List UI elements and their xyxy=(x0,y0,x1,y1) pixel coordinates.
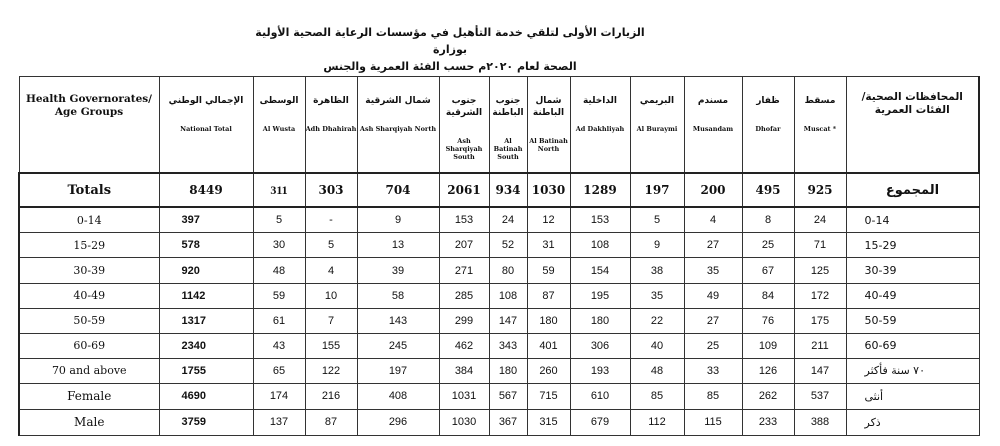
cell-muscat: 925 xyxy=(794,173,846,207)
cell-ad-dakhliyah: 193 xyxy=(570,358,630,383)
row-label-ar: 60-69 xyxy=(846,333,979,358)
table-row xyxy=(19,409,979,435)
cell-adh-dhahirah: 122 xyxy=(305,358,357,383)
cell-dhofar: 109 xyxy=(742,333,794,358)
cell-al-batinah-south: 147 xyxy=(489,308,527,333)
cell-ash-sharqiyah-north: 9 xyxy=(357,207,439,233)
cell-national-total: 2340 xyxy=(159,333,253,358)
cell-ash-sharqiyah-south: 207 xyxy=(439,233,489,258)
cell-ad-dakhliyah: 610 xyxy=(570,383,630,409)
cell-adh-dhahirah: 4 xyxy=(305,258,357,283)
cell-al-wusta: 48 xyxy=(253,258,305,283)
cell-al-buraymi: 48 xyxy=(630,358,684,383)
cell-musandam: 49 xyxy=(684,283,742,308)
cell-al-batinah-north: 715 xyxy=(527,383,570,409)
table-row xyxy=(19,383,979,409)
title-line-2: الصحة لعام ٢٠٢٠م حسب الفئة العمرية والجنس xyxy=(323,60,577,73)
cell-national-total: 1317 xyxy=(159,308,253,333)
table-row xyxy=(19,207,979,233)
cell-al-wusta: 43 xyxy=(253,333,305,358)
cell-musandam: 85 xyxy=(684,383,742,409)
cell-musandam: 27 xyxy=(684,308,742,333)
corner-ar: المحافظات الصحية/ الفئات العمرية xyxy=(846,77,979,174)
row-label-ar: 30-39 xyxy=(846,258,979,283)
row-label-en: 15-29 xyxy=(19,233,159,258)
cell-musandam: 33 xyxy=(684,358,742,383)
cell-muscat: 537 xyxy=(794,383,846,409)
cell-al-buraymi: 85 xyxy=(630,383,684,409)
cell-ash-sharqiyah-north: 408 xyxy=(357,383,439,409)
row-label-en: 60-69 xyxy=(19,333,159,358)
cell-musandam: 4 xyxy=(684,207,742,233)
cell-dhofar: 84 xyxy=(742,283,794,308)
cell-dhofar: 126 xyxy=(742,358,794,383)
row-label-ar: 50-59 xyxy=(846,308,979,333)
visits-table xyxy=(18,76,980,436)
cell-dhofar: 25 xyxy=(742,233,794,258)
cell-al-batinah-north: 87 xyxy=(527,283,570,308)
cell-adh-dhahirah: 216 xyxy=(305,383,357,409)
cell-al-batinah-south: 180 xyxy=(489,358,527,383)
row-label-ar: ذكر xyxy=(846,409,979,435)
cell-muscat: 172 xyxy=(794,283,846,308)
cell-ash-sharqiyah-north: 13 xyxy=(357,233,439,258)
col-header-musandam: مسندم Musandam xyxy=(684,77,742,174)
cell-al-buraymi: 5 xyxy=(630,207,684,233)
row-label-ar: 15-29 xyxy=(846,233,979,258)
row-label-en: 50-59 xyxy=(19,308,159,333)
cell-al-wusta: 311 xyxy=(253,173,305,207)
row-label-en: 40-49 xyxy=(19,283,159,308)
cell-national-total: 8449 xyxy=(159,173,253,207)
cell-dhofar: 262 xyxy=(742,383,794,409)
cell-al-buraymi: 22 xyxy=(630,308,684,333)
cell-ad-dakhliyah: 679 xyxy=(570,409,630,435)
document-title xyxy=(250,24,650,75)
cell-al-buraymi: 38 xyxy=(630,258,684,283)
col-header-ash-sharqiyah-south: جنوب الشرقية Ash Sharqiyah South xyxy=(439,77,489,174)
cell-al-buraymi: 40 xyxy=(630,333,684,358)
cell-al-batinah-north: 180 xyxy=(527,308,570,333)
cell-al-wusta: 5 xyxy=(253,207,305,233)
cell-al-batinah-south: 80 xyxy=(489,258,527,283)
table-row xyxy=(19,258,979,283)
cell-ash-sharqiyah-south: 271 xyxy=(439,258,489,283)
cell-ash-sharqiyah-south: 285 xyxy=(439,283,489,308)
row-label-ar: المجموع xyxy=(846,173,979,207)
row-label-ar: 40-49 xyxy=(846,283,979,308)
cell-ash-sharqiyah-south: 299 xyxy=(439,308,489,333)
cell-al-batinah-north: 401 xyxy=(527,333,570,358)
col-header-al-batinah-south: جنوب الباطنة Al Batinah South xyxy=(489,77,527,174)
cell-al-wusta: 174 xyxy=(253,383,305,409)
cell-ash-sharqiyah-south: 153 xyxy=(439,207,489,233)
cell-national-total: 1755 xyxy=(159,358,253,383)
cell-musandam: 25 xyxy=(684,333,742,358)
cell-al-wusta: 61 xyxy=(253,308,305,333)
cell-musandam: 35 xyxy=(684,258,742,283)
cell-ad-dakhliyah: 180 xyxy=(570,308,630,333)
table-row xyxy=(19,233,979,258)
row-label-en: 0-14 xyxy=(19,207,159,233)
cell-al-wusta: 59 xyxy=(253,283,305,308)
cell-al-batinah-north: 12 xyxy=(527,207,570,233)
row-label-en: Male xyxy=(19,409,159,435)
cell-musandam: 27 xyxy=(684,233,742,258)
cell-ash-sharqiyah-north: 704 xyxy=(357,173,439,207)
cell-ash-sharqiyah-south: 1031 xyxy=(439,383,489,409)
col-header-national-total: الإجمالي الوطني National Total xyxy=(159,77,253,174)
cell-muscat: 175 xyxy=(794,308,846,333)
cell-al-batinah-south: 343 xyxy=(489,333,527,358)
cell-muscat: 388 xyxy=(794,409,846,435)
cell-dhofar: 233 xyxy=(742,409,794,435)
cell-dhofar: 495 xyxy=(742,173,794,207)
cell-al-batinah-south: 108 xyxy=(489,283,527,308)
cell-al-batinah-south: 934 xyxy=(489,173,527,207)
cell-national-total: 1142 xyxy=(159,283,253,308)
cell-national-total: 920 xyxy=(159,258,253,283)
cell-al-batinah-north: 315 xyxy=(527,409,570,435)
row-label-ar: 0-14 xyxy=(846,207,979,233)
title-line-1: الزيارات الأولى لتلقي خدمة التأهيل في مؤسسات الرعاية الصحية الأولية بوزارة xyxy=(255,26,645,56)
cell-ash-sharqiyah-south: 2061 xyxy=(439,173,489,207)
cell-muscat: 147 xyxy=(794,358,846,383)
col-header-muscat: مسقط Muscat * xyxy=(794,77,846,174)
table-row xyxy=(19,283,979,308)
table-row xyxy=(19,333,979,358)
cell-al-batinah-north: 1030 xyxy=(527,173,570,207)
cell-ad-dakhliyah: 306 xyxy=(570,333,630,358)
col-header-ad-dakhliyah: الداخلية Ad Dakhliyah xyxy=(570,77,630,174)
header-row xyxy=(19,77,979,174)
col-header-al-buraymi: البريمي Al Buraymi xyxy=(630,77,684,174)
cell-national-total: 397 xyxy=(159,207,253,233)
cell-adh-dhahirah: 5 xyxy=(305,233,357,258)
row-label-en: 30-39 xyxy=(19,258,159,283)
cell-al-batinah-north: 260 xyxy=(527,358,570,383)
cell-dhofar: 8 xyxy=(742,207,794,233)
table-row xyxy=(19,308,979,333)
cell-ash-sharqiyah-north: 143 xyxy=(357,308,439,333)
row-label-ar: أنثى xyxy=(846,383,979,409)
cell-national-total: 3759 xyxy=(159,409,253,435)
cell-ad-dakhliyah: 153 xyxy=(570,207,630,233)
cell-al-wusta: 137 xyxy=(253,409,305,435)
cell-ash-sharqiyah-south: 384 xyxy=(439,358,489,383)
row-label-en: 70 and above xyxy=(19,358,159,383)
cell-ad-dakhliyah: 154 xyxy=(570,258,630,283)
col-header-dhofar: ظفار Dhofar xyxy=(742,77,794,174)
cell-al-batinah-south: 367 xyxy=(489,409,527,435)
row-label-en: Female xyxy=(19,383,159,409)
cell-al-buraymi: 9 xyxy=(630,233,684,258)
cell-national-total: 578 xyxy=(159,233,253,258)
cell-adh-dhahirah: 10 xyxy=(305,283,357,308)
cell-ash-sharqiyah-north: 245 xyxy=(357,333,439,358)
cell-al-batinah-north: 59 xyxy=(527,258,570,283)
cell-al-buraymi: 35 xyxy=(630,283,684,308)
cell-musandam: 115 xyxy=(684,409,742,435)
row-label-en: Totals xyxy=(19,173,159,207)
cell-muscat: 71 xyxy=(794,233,846,258)
cell-al-wusta: 65 xyxy=(253,358,305,383)
cell-adh-dhahirah: 155 xyxy=(305,333,357,358)
row-label-ar: ٧٠ سنة فأكثر xyxy=(846,358,979,383)
col-header-al-wusta: الوسطى Al Wusta xyxy=(253,77,305,174)
cell-adh-dhahirah: - xyxy=(305,207,357,233)
cell-al-batinah-south: 567 xyxy=(489,383,527,409)
cell-adh-dhahirah: 7 xyxy=(305,308,357,333)
cell-ash-sharqiyah-north: 58 xyxy=(357,283,439,308)
totals-row xyxy=(19,173,979,207)
cell-al-batinah-south: 24 xyxy=(489,207,527,233)
cell-ash-sharqiyah-north: 39 xyxy=(357,258,439,283)
cell-al-batinah-south: 52 xyxy=(489,233,527,258)
cell-ash-sharqiyah-north: 296 xyxy=(357,409,439,435)
cell-musandam: 200 xyxy=(684,173,742,207)
cell-national-total: 4690 xyxy=(159,383,253,409)
cell-dhofar: 76 xyxy=(742,308,794,333)
cell-muscat: 125 xyxy=(794,258,846,283)
cell-ash-sharqiyah-south: 1030 xyxy=(439,409,489,435)
cell-al-wusta: 30 xyxy=(253,233,305,258)
cell-muscat: 24 xyxy=(794,207,846,233)
corner-en: Health Governorates/ Age Groups xyxy=(19,77,159,174)
cell-adh-dhahirah: 303 xyxy=(305,173,357,207)
cell-ad-dakhliyah: 1289 xyxy=(570,173,630,207)
cell-ad-dakhliyah: 195 xyxy=(570,283,630,308)
cell-muscat: 211 xyxy=(794,333,846,358)
col-header-adh-dhahirah: الظاهرة Adh Dhahirah xyxy=(305,77,357,174)
cell-al-buraymi: 112 xyxy=(630,409,684,435)
col-header-al-batinah-north: شمال الباطنة Al Batinah North xyxy=(527,77,570,174)
cell-ad-dakhliyah: 108 xyxy=(570,233,630,258)
cell-dhofar: 67 xyxy=(742,258,794,283)
cell-al-buraymi: 197 xyxy=(630,173,684,207)
cell-ash-sharqiyah-north: 197 xyxy=(357,358,439,383)
col-header-ash-sharqiyah-north: شمال الشرقية Ash Sharqiyah North xyxy=(357,77,439,174)
table-row xyxy=(19,358,979,383)
cell-al-batinah-north: 31 xyxy=(527,233,570,258)
cell-adh-dhahirah: 87 xyxy=(305,409,357,435)
cell-ash-sharqiyah-south: 462 xyxy=(439,333,489,358)
